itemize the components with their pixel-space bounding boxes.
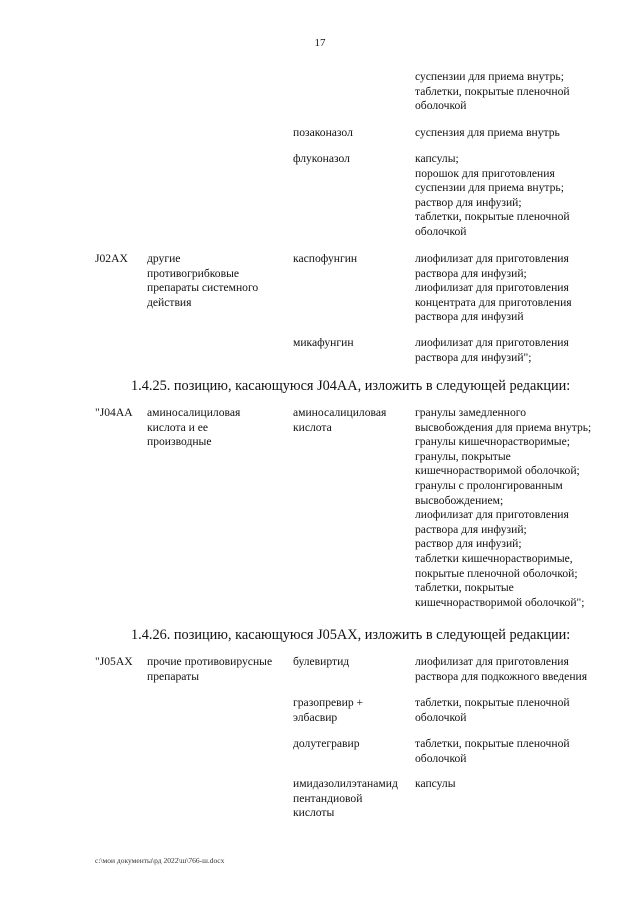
inn-cell: имидазолилэтанамид пентандиовой кислоты <box>293 777 398 820</box>
page-number: 17 <box>314 37 326 49</box>
inn-cell: флуконазол <box>293 152 350 165</box>
dosage-forms-cell: лиофилизат для приготовления раствора для инфузий; лиофилизат для приготовления концентрата для приготовления раствора для инфузий <box>415 252 572 324</box>
dosage-forms-cell: капсулы; порошок для приготовления суспензии для приема внутрь; раствор для инфузий; таблетки, покрытые пленочной оболочкой <box>415 152 570 238</box>
inn-cell: аминосалициловая кислота <box>293 406 387 434</box>
atc-code-cell: J02AX <box>95 252 128 265</box>
atc-code-cell: "J05AX <box>95 655 133 668</box>
dosage-forms-cell: таблетки, покрытые пленочной оболочкой <box>415 737 570 765</box>
inn-cell: гразопревир + элбасвир <box>293 696 364 724</box>
amendment-heading-j04aa: 1.4.25. позицию, касающуюся J04AA, изложить в следующей редакции: <box>131 378 571 394</box>
dosage-forms-cell: гранулы замедленного высвобождения для приема внутрь; гранулы кишечнорастворимые; гранулы, покрытые кишечнорастворимой оболочкой; гранулы с пролонгированным высвобождением; лиофилизат для приготовления раствора для инфузий; раствор для инфузий; таблетки кишечнорастворимые, покрытые пленочной оболочкой; таблетки, покрытые кишечнорастворимой оболочкой"; <box>415 406 592 609</box>
inn-cell: позаконазол <box>293 126 353 139</box>
dosage-forms-cell: суспензия для приема внутрь <box>415 126 560 139</box>
file-path-footer: c:\мои документы\рд 2022\ш\766-ш.docx <box>95 856 225 865</box>
dosage-forms-cell: капсулы <box>415 777 456 790</box>
amendment-heading-j05ax: 1.4.26. позицию, касающуюся J05AX, изложить в следующей редакции: <box>131 627 571 643</box>
dosage-forms-cell: таблетки, покрытые пленочной оболочкой <box>415 696 570 724</box>
inn-cell: микафунгин <box>293 336 354 349</box>
dosage-forms-cell: лиофилизат для приготовления раствора для инфузий"; <box>415 336 569 364</box>
atc-group-cell: другие противогрибковые препараты системного действия <box>147 252 259 309</box>
dosage-forms-cell: лиофилизат для приготовления раствора для подкожного введения <box>415 655 588 683</box>
atc-group-cell: аминосалициловая кислота и ее производные <box>147 406 241 449</box>
atc-code-cell: "J04AA <box>95 406 133 419</box>
inn-cell: каспофунгин <box>293 252 358 265</box>
dosage-forms-cell: суспензии для приема внутрь; таблетки, покрытые пленочной оболочкой <box>415 70 570 113</box>
inn-cell: долутегравир <box>293 737 360 750</box>
atc-group-cell: прочие противовирусные препараты <box>147 655 273 683</box>
inn-cell: булевиртид <box>293 655 350 668</box>
